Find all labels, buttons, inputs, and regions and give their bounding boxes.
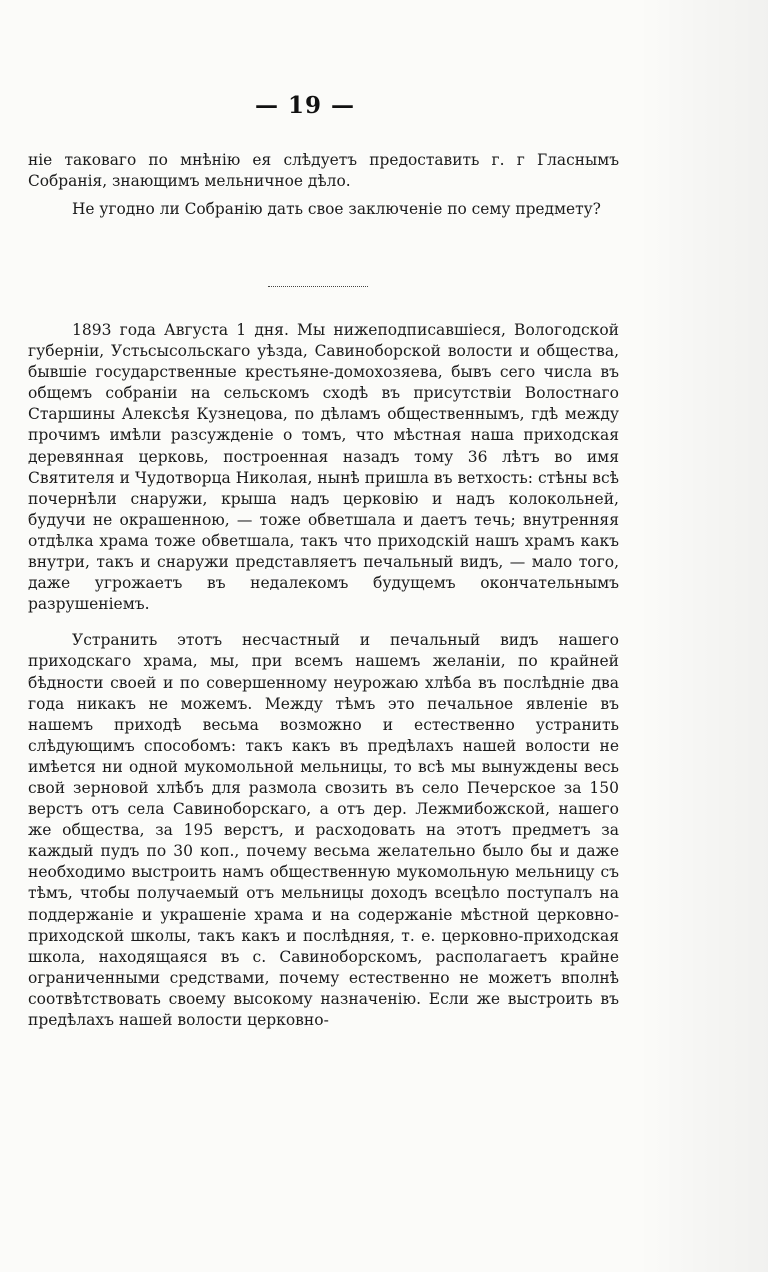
- record-section: [28, 320, 619, 1031]
- dotted-separator: [268, 286, 368, 287]
- record-paragraph: Устранить этотъ несчастный и печальный видъ нашего приходскаго храма, мы, при всемъ нашемъ желаніи, по крайней бѣдности своей и по совершенному неурожаю хлѣба въ послѣдніе два года никакъ не можемъ. Между тѣмъ это печальное явленіе въ нашемъ приходѣ весьма возможно и естественно устранить слѣдующимъ способомъ: такъ какъ въ предѣлахъ нашей волости не имѣется ни одной мукомольной мельницы, то всѣ мы вынуждены весь свой зерновой хлѣбъ для размола свозить въ село Печерское за 150 верстъ отъ села Савиноборскаго, а отъ дер. Лежмибожской, нашего же общества, за 195 верстъ, и расходовать на этотъ предметъ за каждый пудъ по 30 коп., почему весьма желательно было бы и даже необходимо выстроить намъ общественную мукомольную мельницу съ тѣмъ, чтобы получаемый отъ мельницы доходъ всецѣло поступалъ на поддержаніе и украшеніе храма и на содержаніе мѣстной церковно-приходской школы, такъ какъ и послѣдняя, т. е. церковно-приходская школа, находящаяся въ с. Савиноборскомъ, располагаетъ крайне ограниченными средствами, почему естественно не можетъ вполнѣ соотвѣтствовать своему высокому назначенію. Если же выстроить въ предѣлахъ нашей волости церковно-: [28, 631, 619, 1029]
- page-number: — 19 —: [254, 92, 356, 119]
- intro-paragraph: ніе таковаго по мнѣнію ея слѣдуетъ предоставить г. г Гласнымъ Собранія, знающимъ мельничное дѣло.: [28, 151, 619, 190]
- scan-shadow: [638, 0, 768, 1272]
- record-paragraph: 1893 года Августа 1 дня. Мы нижеподписавшіеся, Вологодской губерніи, Устьсысольскаго уѣзда, Савиноборской волости и общества, бывшіе государственные крестьяне-домохозяева, бывъ сего числа въ общемъ собраніи на сельскомъ сходѣ въ присутствіи Волостнаго Старшины Алексѣя Кузнецова, по дѣламъ общественнымъ, гдѣ между прочимъ имѣли разсужденіе о томъ, что мѣстная наша приходская деревянная церковь, построенная назадъ тому 36 лѣтъ во имя Святителя и Чудотворца Николая, нынѣ пришла въ ветхость: стѣны всѣ почернѣли снаружи, крыша надъ церковію и надъ колокольней, будучи не окрашенною, — тоже обветшала и даетъ течь; внутренняя отдѣлка храма тоже обветшала, такъ что приходскій нашъ храмъ какъ внутри, такъ и снаружи представляетъ печальный видъ, — мало того, даже угрожаетъ въ недалекомъ будущемъ окончательнымъ разрушеніемъ.: [28, 321, 619, 614]
- intro-section: [28, 150, 619, 220]
- question-paragraph: Не угодно ли Собранію дать свое заключеніе по сему предмету?: [72, 200, 601, 219]
